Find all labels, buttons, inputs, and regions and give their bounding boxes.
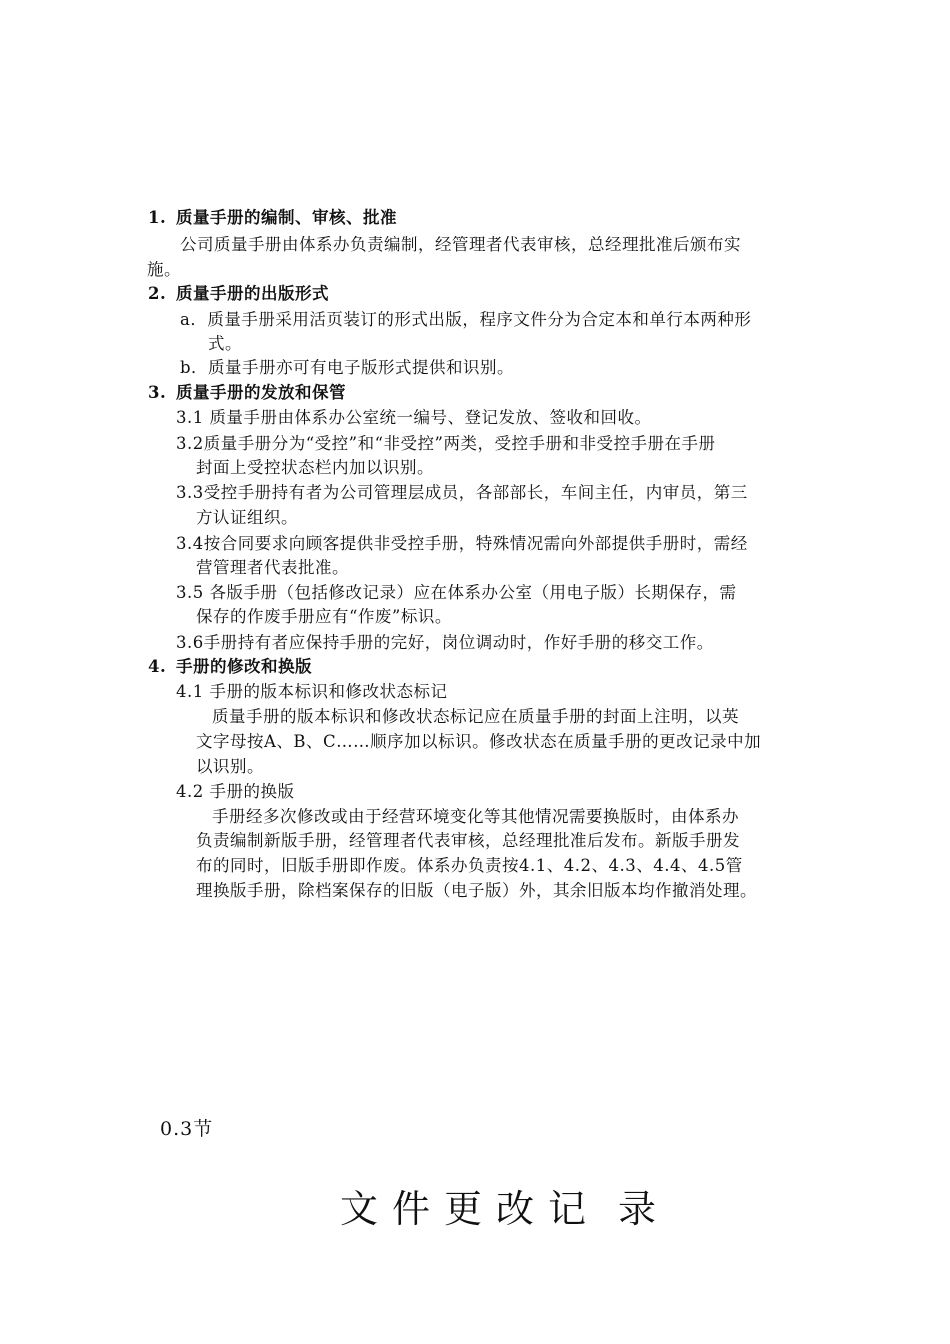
section-4-1-title: 4.1 手册的版本标识和修改状态标记 xyxy=(176,682,448,701)
section-2-title: 质量手册的出版形式 xyxy=(176,284,329,303)
section-4-1-line-1: 质量手册的版本标识和修改状态标记应在质量手册的封面上注明，以英 xyxy=(212,707,739,726)
section-3-heading xyxy=(148,382,346,404)
section-4-number: 4. xyxy=(148,657,167,676)
section-4-heading xyxy=(148,656,312,678)
document-change-record-title xyxy=(340,1178,670,1233)
section-3-item-6: 3.6手册持有者应保持手册的完好，岗位调动时，作好手册的移交工作。 xyxy=(176,633,714,652)
section-2-number: 2. xyxy=(148,284,167,303)
title-end-text: 录 xyxy=(618,1187,671,1231)
section-2-heading xyxy=(148,283,329,305)
section-1-title: 质量手册的编制、审核、批准 xyxy=(176,208,397,227)
section-4-2-line-1: 手册经多次修改或由于经营环境变化等其他情况需要换版时，由体系办 xyxy=(212,807,739,826)
section-1-heading xyxy=(148,207,397,229)
section-3-item-1: 3.1 质量手册由体系办公室统一编号、登记发放、签收和回收。 xyxy=(176,408,652,427)
section-3-item-5-line-2: 保存的作废手册应有“作废”标识。 xyxy=(196,607,452,626)
section-2-item-a-line-2: 式。 xyxy=(208,334,242,353)
section-3-item-4-line-2: 营管理者代表批准。 xyxy=(196,558,349,577)
section-4-2-line-2: 负责编制新版手册，经管理者代表审核，总经理批准后发布。新版手册发 xyxy=(196,831,740,850)
section-4-2-title: 4.2 手册的换版 xyxy=(176,782,295,801)
section-2-item-a-line-1: a．质量手册采用活页装订的形式出版，程序文件分为合定本和单行本两种形 xyxy=(180,310,752,329)
section-3-item-2-line-1: 3.2质量手册分为“受控”和“非受控”两类，受控手册和非受控手册在手册 xyxy=(176,434,716,453)
section-4-2-line-4: 理换版手册，除档案保存的旧版（电子版）外，其余旧版本均作撤消处理。 xyxy=(196,881,757,900)
section-1-paragraph-line-2: 施。 xyxy=(147,260,181,279)
section-3-item-3-line-1: 3.3受控手册持有者为公司管理层成员，各部部长，车间主任，内审员，第三 xyxy=(176,483,748,502)
section-3-item-4-line-1: 3.4按合同要求向顾客提供非受控手册，特殊情况需向外部提供手册时，需经 xyxy=(176,534,748,553)
section-3-title: 质量手册的发放和保管 xyxy=(176,383,346,402)
section-4-2-line-3: 布的同时，旧版手册即作废。体系办负责按4.1、4.2、4.3、4.4、4.5管 xyxy=(196,856,743,875)
section-1-paragraph-line-1: 公司质量手册由体系办负责编制，经管理者代表审核，总经理批准后颁布实 xyxy=(180,235,741,254)
section-number-label: 0.3节 xyxy=(160,1118,214,1140)
section-4-title: 手册的修改和换版 xyxy=(176,657,312,676)
section-2-item-b: b．质量手册亦可有电子版形式提供和识别。 xyxy=(180,358,515,377)
section-1-number: 1. xyxy=(148,208,167,227)
section-3-item-3-line-2: 方认证组织。 xyxy=(196,508,298,527)
section-4-1-line-3: 以识别。 xyxy=(196,757,264,776)
title-main-text: 文件更改记 xyxy=(340,1187,601,1231)
section-3-item-2-line-2: 封面上受控状态栏内加以识别。 xyxy=(196,458,434,477)
section-3-number: 3. xyxy=(148,383,167,402)
section-3-item-5-line-1: 3.5 各版手册（包括修改记录）应在体系办公室（用电子版）长期保存，需 xyxy=(176,583,737,602)
section-4-1-line-2: 文字母按A、B、C……顺序加以标识。修改状态在质量手册的更改记录中加 xyxy=(196,732,762,751)
